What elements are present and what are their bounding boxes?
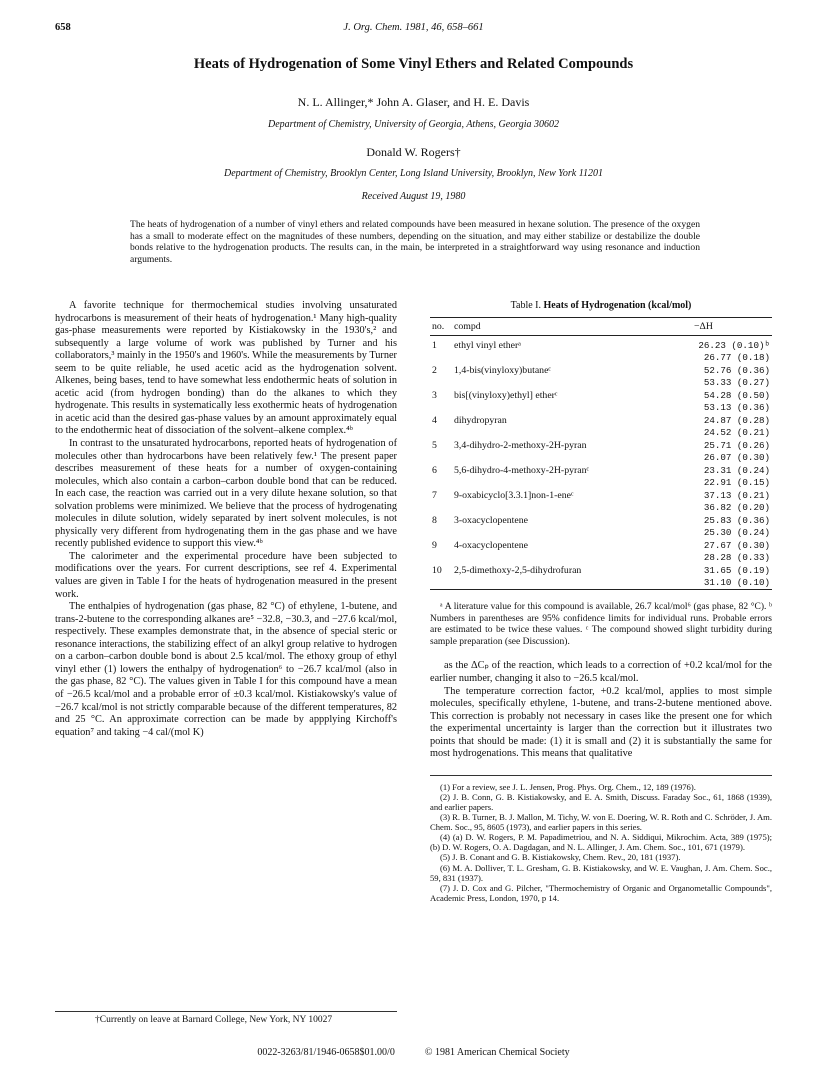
cell-compd: 4-oxacyclopentene <box>454 540 528 552</box>
paragraph: The calorimeter and the experimental procedure have been subjected to modifications over the years. For current descriptions, see ref 4. Experimental values are given in Table I for the heats of hydrogenation measured in the present work. <box>55 550 397 600</box>
paper-title: Heats of Hydrogenation of Some Vinyl Ethers and Related Compounds <box>193 56 634 72</box>
cell-compd: ethyl vinyl etherᵃ <box>454 340 521 352</box>
dh-value: 36.82 (0.20) <box>703 501 770 513</box>
header-compd: compd <box>452 317 692 336</box>
cell-compd: 5,6-dihydro-4-methoxy-2H-pyranᶜ <box>454 465 590 477</box>
cell-dh <box>692 364 772 389</box>
cell-compd: 3,4-dihydro-2-methoxy-2H-pyran <box>454 440 587 452</box>
cell-dh <box>692 439 772 464</box>
table-label: Table I. <box>510 300 542 311</box>
page-footer <box>40 1047 787 1058</box>
dh-value: 25.30 (0.24) <box>703 526 770 538</box>
cell-no: 1 <box>432 340 437 352</box>
cell-no: 9 <box>432 540 437 552</box>
dh-value: 26.07 (0.30) <box>703 451 770 463</box>
reference-item: (4) (a) D. W. Rogers, P. M. Papadimetriou, and N. A. Siddiqui, Mikrochim. Acta, 389 (1975); (b) D. W. Rogers, O. A. Dagdagan, and N. L. Allinger, J. Am. Chem. Soc., 101, 671 (1979). <box>430 832 772 853</box>
copyright: © 1981 American Chemical Society <box>424 1047 570 1058</box>
cell-no: 10 <box>432 565 442 577</box>
table-row <box>430 364 772 389</box>
dh-value: 23.31 (0.24) <box>703 465 770 477</box>
left-column <box>55 300 397 739</box>
cell-dh <box>692 464 772 489</box>
cell-dh <box>692 514 772 539</box>
table-row <box>430 514 772 539</box>
running-head <box>55 22 772 38</box>
dh-value: 25.83 (0.36) <box>703 515 770 527</box>
cell-dh <box>692 336 772 365</box>
affiliation-georgia: Department of Chemistry, University of Georgia, Athens, Georgia 30602 <box>268 119 559 130</box>
table-row <box>430 464 772 489</box>
paragraph: The enthalpies of hydrogenation (gas phase, 82 °C) of ethylene, 1-butene, and trans-2-butene to the corresponding alkanes are⁵ −32.8, −30.3, and −27.6 kcal/mol, respectively. These examples demonstrate that, in the absence of special steric or resonance interactions, the stabilizing effect of an alkyl group relative to hydrogen on a carbon–carbon double bond is about 2.5 kcal/mol. The ethoxy group of ethyl vinyl ether (1) lowers the enthalpy of hydrogenation⁶ to −26.7 kcal/mol (also in the gas phase, 82 °C). The values given in Table I for this compound have a mean of −26.5 kcal/mol and a probable error of ±0.3 kcal/mol. Kistiakowsky's value of −26.7 kcal/mol is not strictly comparable because of the different temperatures, 82 and 25 °C. An approximate correction can be made by appplying Kirchoff's equation⁷ and taking −4 cal/(mol K) <box>55 601 397 738</box>
table-row <box>430 336 772 365</box>
reference-item: (1) For a review, see J. L. Jensen, Prog. Phys. Org. Chem., 12, 189 (1976). <box>440 781 696 792</box>
dh-value: 22.91 (0.15) <box>703 476 770 488</box>
table-row <box>430 389 772 414</box>
cell-compd: 2,5-dimethoxy-2,5-dihydrofuran <box>454 565 582 577</box>
reference-item: (2) J. B. Conn, G. B. Kistiakowsky, and E. A. Smith, Discuss. Faraday Soc., 61, 1868 (1939), and earlier papers. <box>430 791 772 812</box>
author-footnote: †Currently on leave at Barnard College, New York, NY 10027 <box>55 1011 397 1025</box>
dh-value: 25.71 (0.26) <box>703 440 770 452</box>
reference-item: (6) M. A. Dolliver, T. L. Gresham, G. B. Kistiakowsky, and W. E. Vaughan, J. Am. Chem. Soc., 59, 831 (1937). <box>430 862 772 883</box>
table-row <box>430 414 772 439</box>
journal-name: J. Org. Chem. <box>343 22 403 33</box>
header-dh: −ΔH <box>692 317 772 336</box>
cell-no: 4 <box>432 415 437 427</box>
paragraph: The temperature correction factor, +0.2 kcal/mol, applies to most simple molecules, specifically ethylene, 1-butene, and trans-2-butene mentioned above. This correction is probably not necessary in cases like the present one for which the experimental uncertainty is larger than the correction but it illustrates two points that should be made: (1) it is small and (2) it is substantially the same for most hydrogenations. This means that qualitative <box>430 685 772 760</box>
cell-no: 3 <box>432 390 437 402</box>
right-column <box>430 300 772 903</box>
abstract: The heats of hydrogenation of a number of vinyl ethers and related compounds have been measured in hexane solution. The presence of the oxygen has a small to moderate effect on the magnitudes of these numbers, depending on the situation, and may either stabilize or destabilize the double bonds relative to the hydrogenation products. The results can, in the main, be interpreted in a straightforward way using resonance and induction arguments. <box>130 219 700 265</box>
author-list: N. L. Allinger,* John A. Glaser, and H. E. Davis <box>297 95 530 109</box>
cell-compd: bis[(vinyloxy)ethyl] etherᶜ <box>454 390 558 402</box>
cell-no: 7 <box>432 490 437 502</box>
cell-compd: 3-oxacyclopentene <box>454 515 528 527</box>
paragraph: A favorite technique for thermochemical studies involving unsaturated hydrocarbons is measurement of their heats of hydrogenation.¹ Many high-quality gas-phase measurements were reported by Kistiakowsky in the 1930's,² and subsequently a large volume of work was published by Turner and his collaborators,³ mainly in the 1950's and 1960's. While the measurements by Turner seem to be quite reliable, he used acetic acid as the hydrogenation solvent. Alkenes, being bases, tend to have somewhat less endothermic heats of solution in acetic acid (from hydrogen bonding) than do the alkanes to which they hydrogenate. This results in systematically less exothermic heats of hydrogenation in acetic acid than the desired gas-phase values by an amount approximately equal to the endothermic heat of dissociation of the solvent–alkene complex.⁴ᵇ <box>55 300 397 437</box>
references <box>430 775 772 903</box>
journal-volume: 1981, 46, 658–661 <box>402 22 484 33</box>
table-title: Heats of Hydrogenation (kcal/mol) <box>543 300 692 311</box>
dh-value: 31.65 (0.19) <box>703 565 770 577</box>
table-caption <box>430 300 772 313</box>
cell-dh <box>692 414 772 439</box>
journal-citation <box>55 22 772 33</box>
cell-no: 8 <box>432 515 437 527</box>
header-no: no. <box>430 317 452 336</box>
paragraph: as the ΔCₚ of the reaction, which leads to a correction of +0.2 kcal/mol for the earlier number, changing it also to −26.5 kcal/mol. <box>430 660 772 684</box>
dh-value: 37.13 (0.21) <box>703 490 770 502</box>
dh-value: 28.28 (0.33) <box>703 551 770 563</box>
page-number: 658 <box>55 22 71 33</box>
dh-value: 26.23 (0.10)ᵇ <box>698 340 770 352</box>
cell-no: 2 <box>432 365 437 377</box>
cell-dh <box>692 564 772 590</box>
dh-value: 53.13 (0.36) <box>703 401 770 413</box>
cell-compd: 1,4-bis(vinyloxy)butaneᶜ <box>454 365 551 377</box>
dh-value: 52.76 (0.36) <box>703 365 770 377</box>
cell-no: 6 <box>432 465 437 477</box>
hydrogenation-table <box>430 317 772 591</box>
dh-value: 24.87 (0.28) <box>703 415 770 427</box>
author-rogers: Donald W. Rogers† <box>366 145 461 159</box>
cell-compd: 9-oxabicyclo[3.3.1]non-1-eneᶜ <box>454 490 574 502</box>
affiliation-brooklyn: Department of Chemistry, Brooklyn Center, Long Island University, Brooklyn, New York 11201 <box>224 168 603 179</box>
dh-value: 54.28 (0.50) <box>703 390 770 402</box>
dh-value: 24.52 (0.21) <box>703 426 770 438</box>
table-row <box>430 539 772 564</box>
reference-item: (7) J. D. Cox and G. Pilcher, "Thermochemistry of Organic and Organometallic Compounds", Academic Press, London, 1970, p 14. <box>430 882 772 903</box>
paragraph: In contrast to the unsaturated hydrocarbons, reported heats of hydrogenation of molecules other than hydrocarbons have been relatively few.¹ The present paper describes measurement of these heats for a number of oxygen-containing molecules, which also contain a carbon–carbon double bond that can be reduced. In each case, the reaction was carried out in a very dilute hexane solution, so that solvation problems were minimized. We believe that the process of hydrogenating molecules in dilute solution, widely separated by inert solvent molecules, is not physically very different from hydrogenating them in the gas phase and we have recently published evidence to support this view.⁴ᵇ <box>55 438 397 550</box>
reference-item: (5) J. B. Conant and G. B. Kistiakowsky, Chem. Rev., 20, 181 (1937). <box>440 852 681 863</box>
article-code: 0022-3263/81/1946-0658$01.00/0 <box>257 1047 395 1058</box>
table-row <box>430 564 772 590</box>
cell-dh <box>692 389 772 414</box>
received-date: Received August 19, 1980 <box>361 191 466 202</box>
cell-compd: dihydropyran <box>454 415 507 427</box>
table-row <box>430 489 772 514</box>
table-notes: ᵃ A literature value for this compound is available, 26.7 kcal/mol⁶ (gas phase, 82 °C). ᵇ Numbers in parentheses are 95% confidence limits for individual runs. Probable errors are estimated to be twice these values. ᶜ The compound showed slight turbidity during sample preparation (see Discussion). <box>430 602 772 647</box>
cell-dh <box>692 539 772 564</box>
dh-value: 31.10 (0.10) <box>703 576 770 588</box>
dh-value: 26.77 (0.18) <box>703 351 770 363</box>
cell-dh <box>692 489 772 514</box>
dh-value: 27.67 (0.30) <box>703 540 770 552</box>
table-row <box>430 439 772 464</box>
dh-value: 53.33 (0.27) <box>703 376 770 388</box>
cell-no: 5 <box>432 440 437 452</box>
reference-item: (3) R. B. Turner, B. J. Mallon, M. Tichy, W. von E. Doering, W. R. Roth and C. Schröder, J. Am. Chem. Soc., 95, 8605 (1973), and earlier papers in this series. <box>430 812 772 833</box>
